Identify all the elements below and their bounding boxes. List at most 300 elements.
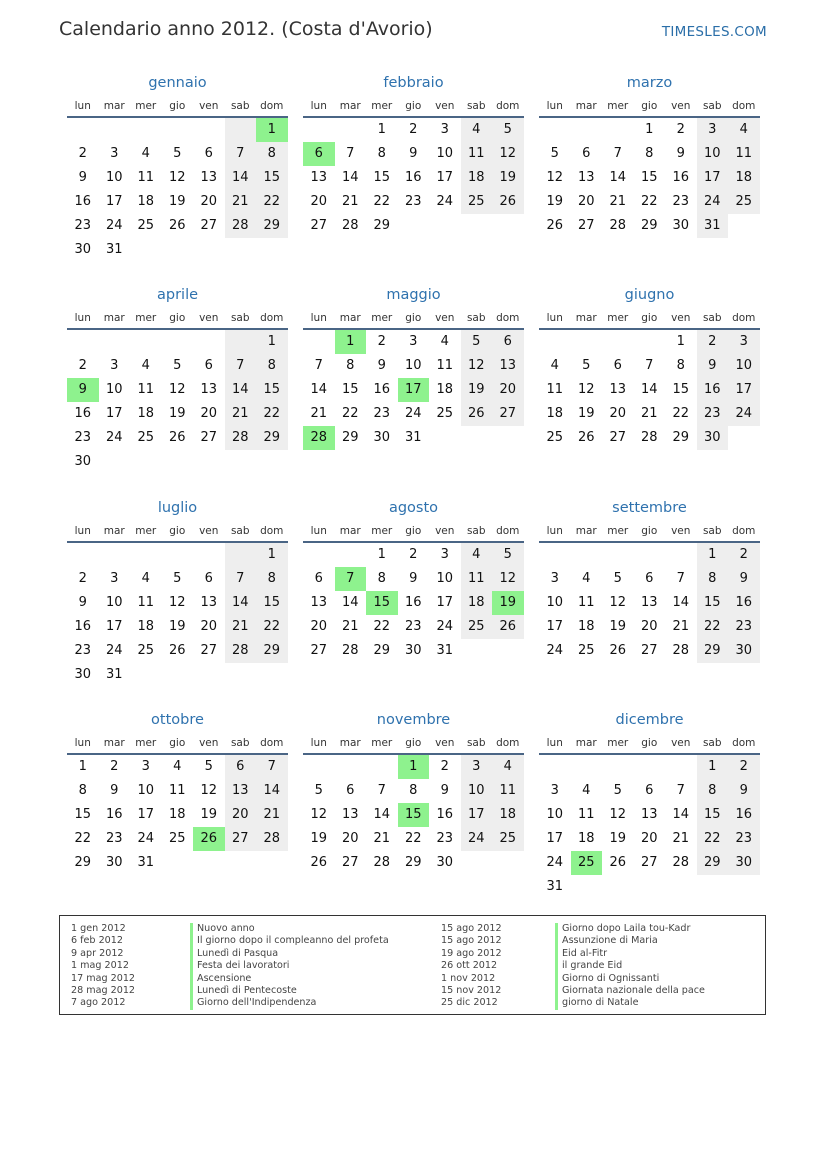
day-cell: 2	[728, 543, 760, 567]
day-cell: 9	[377, 358, 386, 373]
day-cell: 19	[546, 194, 564, 209]
month-marzo	[539, 70, 760, 238]
month-giugno	[539, 282, 760, 450]
day-cell: 16	[404, 170, 422, 185]
day-cell: 24	[105, 643, 123, 658]
day-cell: 7	[314, 358, 323, 373]
day-cell: 4	[728, 118, 760, 142]
day-cell: 29	[256, 214, 288, 238]
day-cell: 26	[168, 643, 186, 658]
day-cell: 14	[225, 166, 257, 190]
day-cell: 3	[409, 334, 418, 349]
legend-holiday-name: Ascensione	[197, 972, 252, 984]
day-cell: 20	[200, 194, 218, 209]
day-cell: 17	[105, 619, 123, 634]
weekday-label: ven	[671, 100, 691, 112]
day-cell: 4	[461, 543, 493, 567]
day-cell: 28	[640, 430, 658, 445]
day-cell: 24	[461, 827, 493, 851]
day-cell: 8	[256, 142, 288, 166]
day-cell: 9	[78, 170, 87, 185]
day-cell: 1	[256, 543, 288, 567]
day-cell: 23	[404, 194, 422, 209]
month-name: ottobre	[151, 712, 204, 728]
day-cell: 14	[341, 595, 359, 610]
legend-names-left	[197, 923, 389, 1010]
month-name: dicembre	[615, 712, 684, 728]
day-cell: 24	[436, 619, 454, 634]
day-cell: 23	[672, 194, 690, 209]
day-cell: 14	[310, 382, 328, 397]
day-cell: 19	[609, 831, 627, 846]
day-cell: 8	[377, 571, 386, 586]
day-cell: 28	[256, 827, 288, 851]
weekday-label: lun	[74, 100, 91, 112]
empty-cell	[571, 118, 603, 142]
day-cell: 3	[697, 118, 729, 142]
day-cell: 26	[461, 402, 493, 426]
day-cell: 30	[436, 855, 454, 870]
day-cell: 13	[341, 807, 359, 822]
day-cell: 11	[168, 783, 186, 798]
weekday-label: gio	[405, 737, 422, 749]
day-cell: 8	[377, 146, 386, 161]
day-cell: 25	[137, 430, 155, 445]
day-cell: 11	[577, 807, 595, 822]
day-cell: 1	[256, 330, 288, 354]
day-cell: 3	[440, 547, 449, 562]
day-cell: 12	[577, 382, 595, 397]
day-cell: 2	[728, 755, 760, 779]
weekday-label: sab	[466, 312, 486, 324]
weekday-label: mar	[103, 737, 125, 749]
day-cell: 13	[609, 382, 627, 397]
empty-cell	[193, 330, 225, 354]
day-cell: 23	[436, 831, 454, 846]
weekday-label: mar	[339, 100, 361, 112]
day-cell: 2	[377, 334, 386, 349]
empty-cell	[571, 543, 603, 567]
legend-date: 26 ott 2012	[441, 960, 498, 972]
day-cell: 14	[341, 170, 359, 185]
day-cell: 23	[404, 619, 422, 634]
day-cell: 20	[310, 619, 328, 634]
day-cell: 21	[225, 402, 257, 426]
day-cell: 16	[697, 378, 729, 402]
day-grid	[67, 118, 288, 262]
day-cell: 20	[310, 194, 328, 209]
empty-cell	[539, 543, 571, 567]
holiday-day-cell: 1	[335, 330, 367, 354]
day-cell: 22	[404, 831, 422, 846]
weekday-label: lun	[546, 737, 563, 749]
holiday-legend	[59, 915, 766, 1015]
holiday-day-cell: 26	[193, 827, 225, 851]
holiday-day-cell: 7	[335, 567, 367, 591]
day-cell: 17	[461, 803, 493, 827]
day-cell: 18	[137, 194, 155, 209]
day-cell: 9	[110, 783, 119, 798]
empty-cell	[571, 330, 603, 354]
day-cell: 16	[74, 194, 92, 209]
day-cell: 21	[373, 831, 391, 846]
day-cell: 29	[404, 855, 422, 870]
weekday-label: mar	[575, 100, 597, 112]
day-cell: 7	[256, 755, 288, 779]
day-cell: 19	[168, 406, 186, 421]
weekday-header	[67, 521, 288, 543]
empty-cell	[130, 330, 162, 354]
day-cell: 4	[141, 571, 150, 586]
weekday-label: dom	[496, 100, 520, 112]
weekday-label: gio	[641, 312, 658, 324]
empty-cell	[602, 543, 634, 567]
month-aprile	[67, 282, 288, 474]
day-cell: 1	[377, 547, 386, 562]
day-cell: 29	[373, 643, 391, 658]
empty-cell	[571, 755, 603, 779]
day-cell: 7	[225, 567, 257, 591]
day-cell: 10	[546, 595, 564, 610]
legend-holiday-name: Giorno dopo Laila tou-Kadr	[562, 923, 691, 934]
day-cell: 10	[436, 571, 454, 586]
day-cell: 28	[672, 643, 690, 658]
weekday-label: lun	[310, 525, 327, 537]
holiday-day-cell: 15	[398, 803, 430, 827]
day-cell: 17	[436, 595, 454, 610]
day-cell: 31	[404, 430, 422, 445]
weekday-header	[303, 308, 524, 330]
day-cell: 25	[492, 827, 524, 851]
weekday-label: mar	[339, 525, 361, 537]
day-cell: 14	[225, 378, 257, 402]
day-cell: 12	[168, 170, 186, 185]
day-cell: 31	[546, 879, 564, 894]
day-cell: 26	[310, 855, 328, 870]
month-name: gennaio	[148, 75, 207, 91]
day-cell: 9	[676, 146, 685, 161]
legend-date: 17 mag 2012	[71, 972, 136, 984]
day-cell: 2	[78, 146, 87, 161]
legend-holiday-name: Nuovo anno	[197, 923, 255, 934]
day-cell: 22	[672, 406, 690, 421]
day-grid	[539, 118, 760, 238]
day-cell: 13	[492, 354, 524, 378]
day-cell: 20	[640, 619, 658, 634]
weekday-label: dom	[260, 100, 284, 112]
day-cell: 25	[436, 406, 454, 421]
month-ottobre	[67, 707, 288, 875]
weekday-label: mar	[339, 312, 361, 324]
day-cell: 13	[225, 779, 257, 803]
empty-cell	[99, 118, 131, 142]
weekday-label: ven	[199, 312, 219, 324]
weekday-label: mer	[371, 100, 393, 112]
day-cell: 23	[74, 218, 92, 233]
day-cell: 20	[200, 406, 218, 421]
day-grid	[67, 543, 288, 687]
empty-cell	[335, 118, 367, 142]
month-name: aprile	[156, 287, 199, 303]
weekday-label: sab	[702, 525, 722, 537]
day-cell: 28	[225, 639, 257, 663]
day-grid	[539, 330, 760, 450]
day-cell: 26	[609, 855, 627, 870]
day-cell: 10	[105, 382, 123, 397]
weekday-label: ven	[435, 100, 455, 112]
day-cell: 9	[697, 354, 729, 378]
weekday-label: mer	[135, 312, 157, 324]
weekday-label: gio	[641, 100, 658, 112]
weekday-label: ven	[199, 100, 219, 112]
day-cell: 11	[436, 358, 454, 373]
day-cell: 22	[640, 194, 658, 209]
day-cell: 6	[645, 783, 654, 798]
legend-date: 9 apr 2012	[71, 947, 124, 959]
weekday-label: gio	[169, 312, 186, 324]
day-cell: 6	[225, 755, 257, 779]
day-cell: 3	[110, 358, 119, 373]
weekday-label: mer	[607, 312, 629, 324]
day-cell: 21	[672, 831, 690, 846]
day-cell: 25	[546, 430, 564, 445]
month-maggio	[303, 282, 524, 450]
day-cell: 16	[105, 807, 123, 822]
day-cell: 22	[256, 190, 288, 214]
day-cell: 1	[645, 122, 654, 137]
month-agosto	[303, 495, 524, 663]
month-name: luglio	[157, 500, 198, 516]
empty-cell	[602, 755, 634, 779]
month-dicembre	[539, 707, 760, 899]
day-cell: 11	[137, 170, 155, 185]
day-cell: 22	[74, 831, 92, 846]
day-cell: 18	[168, 807, 186, 822]
legend-holiday-name: Festa dei lavoratori	[197, 960, 290, 972]
day-cell: 10	[697, 142, 729, 166]
weekday-label: lun	[546, 312, 563, 324]
day-cell: 20	[341, 831, 359, 846]
day-grid	[539, 755, 760, 899]
weekday-label: mar	[103, 100, 125, 112]
holiday-day-cell: 15	[366, 591, 398, 615]
weekday-label: gio	[405, 100, 422, 112]
day-cell: 26	[168, 218, 186, 233]
day-cell: 25	[168, 831, 186, 846]
day-cell: 2	[78, 358, 87, 373]
empty-cell	[634, 543, 666, 567]
day-cell: 30	[74, 667, 92, 682]
legend-date: 19 ago 2012	[441, 947, 502, 959]
day-cell: 28	[341, 643, 359, 658]
day-cell: 7	[676, 783, 685, 798]
weekday-label: ven	[199, 737, 219, 749]
day-cell: 8	[346, 358, 355, 373]
day-cell: 29	[256, 426, 288, 450]
day-cell: 20	[225, 803, 257, 827]
weekday-label: gio	[169, 100, 186, 112]
legend-marker-right	[555, 923, 558, 1010]
weekday-header	[539, 733, 760, 755]
day-cell: 2	[697, 330, 729, 354]
day-cell: 8	[697, 779, 729, 803]
holiday-day-cell: 1	[256, 118, 288, 142]
day-cell: 12	[609, 807, 627, 822]
day-cell: 13	[310, 170, 328, 185]
day-cell: 18	[492, 803, 524, 827]
weekday-label: mer	[135, 525, 157, 537]
empty-cell	[193, 543, 225, 567]
day-cell: 11	[461, 142, 493, 166]
holiday-day-cell: 19	[492, 591, 524, 615]
day-cell: 2	[110, 759, 119, 774]
day-cell: 17	[137, 807, 155, 822]
month-name: settembre	[612, 500, 687, 516]
legend-dates-left	[71, 923, 135, 1010]
day-cell: 10	[436, 146, 454, 161]
weekday-label: sab	[230, 525, 250, 537]
weekday-header	[67, 96, 288, 118]
weekday-label: gio	[169, 525, 186, 537]
day-cell: 27	[640, 855, 658, 870]
day-cell: 16	[74, 406, 92, 421]
day-cell: 11	[577, 595, 595, 610]
month-febbraio	[303, 70, 524, 238]
holiday-day-cell: 28	[303, 426, 335, 450]
day-cell: 9	[440, 783, 449, 798]
day-cell: 19	[310, 831, 328, 846]
empty-cell	[130, 118, 162, 142]
weekday-label: dom	[496, 737, 520, 749]
day-cell: 10	[404, 358, 422, 373]
day-cell: 22	[256, 615, 288, 639]
day-cell: 1	[377, 122, 386, 137]
weekday-label: mar	[339, 737, 361, 749]
day-cell: 11	[728, 142, 760, 166]
weekday-label: sab	[230, 100, 250, 112]
legend-date: 1 gen 2012	[71, 923, 126, 934]
day-cell: 15	[640, 170, 658, 185]
day-cell: 6	[492, 330, 524, 354]
day-cell: 17	[436, 170, 454, 185]
day-cell: 8	[256, 354, 288, 378]
day-cell: 28	[225, 426, 257, 450]
day-cell: 9	[409, 146, 418, 161]
weekday-header	[539, 521, 760, 543]
day-cell: 8	[676, 358, 685, 373]
day-cell: 3	[728, 330, 760, 354]
day-cell: 19	[200, 807, 218, 822]
day-cell: 15	[697, 591, 729, 615]
day-grid	[67, 330, 288, 474]
brand-logo[interactable]: TIMESLES.COM	[661, 24, 767, 40]
day-cell: 6	[645, 571, 654, 586]
holiday-day-cell: 17	[398, 378, 430, 402]
legend-holiday-name: Il giorno dopo il compleanno del profeta	[197, 935, 389, 947]
month-name: giugno	[624, 287, 675, 303]
day-cell: 30	[105, 855, 123, 870]
day-cell: 6	[346, 783, 355, 798]
day-cell: 5	[204, 759, 213, 774]
day-cell: 15	[256, 591, 288, 615]
day-cell: 23	[697, 402, 729, 426]
weekday-label: mar	[575, 525, 597, 537]
day-cell: 14	[672, 595, 690, 610]
day-cell: 2	[676, 122, 685, 137]
day-cell: 6	[204, 146, 213, 161]
day-cell: 9	[409, 571, 418, 586]
day-cell: 4	[461, 118, 493, 142]
day-cell: 5	[613, 571, 622, 586]
day-cell: 1	[676, 334, 685, 349]
day-cell: 16	[404, 595, 422, 610]
empty-cell	[67, 118, 99, 142]
day-cell: 8	[78, 783, 87, 798]
day-cell: 22	[697, 827, 729, 851]
day-cell: 19	[492, 166, 524, 190]
empty-cell	[99, 543, 131, 567]
empty-cell	[539, 330, 571, 354]
day-cell: 31	[697, 214, 729, 238]
day-cell: 23	[728, 615, 760, 639]
legend-date: 1 mag 2012	[71, 960, 129, 972]
day-cell: 25	[577, 643, 595, 658]
holiday-day-cell: 25	[571, 851, 603, 875]
day-cell: 18	[577, 619, 595, 634]
weekday-label: dom	[732, 312, 756, 324]
day-cell: 5	[582, 358, 591, 373]
day-cell: 10	[461, 779, 493, 803]
day-cell: 30	[728, 639, 760, 663]
day-cell: 30	[672, 218, 690, 233]
day-cell: 3	[110, 146, 119, 161]
empty-cell	[335, 755, 367, 779]
day-cell: 30	[697, 426, 729, 450]
day-cell: 14	[672, 807, 690, 822]
day-grid	[539, 543, 760, 663]
day-cell: 31	[137, 855, 155, 870]
day-cell: 29	[341, 430, 359, 445]
weekday-label: mar	[575, 312, 597, 324]
day-cell: 24	[436, 194, 454, 209]
weekday-label: lun	[546, 525, 563, 537]
empty-cell	[303, 118, 335, 142]
day-cell: 13	[640, 807, 658, 822]
day-cell: 12	[168, 595, 186, 610]
day-cell: 2	[440, 759, 449, 774]
day-cell: 24	[546, 643, 564, 658]
day-cell: 4	[141, 358, 150, 373]
day-grid	[67, 755, 288, 875]
day-cell: 10	[105, 170, 123, 185]
day-cell: 8	[697, 567, 729, 591]
holiday-day-cell: 9	[67, 378, 99, 402]
day-cell: 1	[78, 759, 87, 774]
day-cell: 5	[461, 330, 493, 354]
day-cell: 30	[74, 242, 92, 257]
empty-cell	[67, 543, 99, 567]
day-cell: 5	[173, 146, 182, 161]
day-cell: 27	[609, 430, 627, 445]
day-cell: 23	[74, 430, 92, 445]
day-grid	[303, 755, 524, 875]
day-cell: 14	[225, 591, 257, 615]
month-gennaio	[67, 70, 288, 262]
day-cell: 16	[436, 807, 454, 822]
day-cell: 21	[341, 194, 359, 209]
day-cell: 25	[137, 218, 155, 233]
day-cell: 18	[436, 382, 454, 397]
